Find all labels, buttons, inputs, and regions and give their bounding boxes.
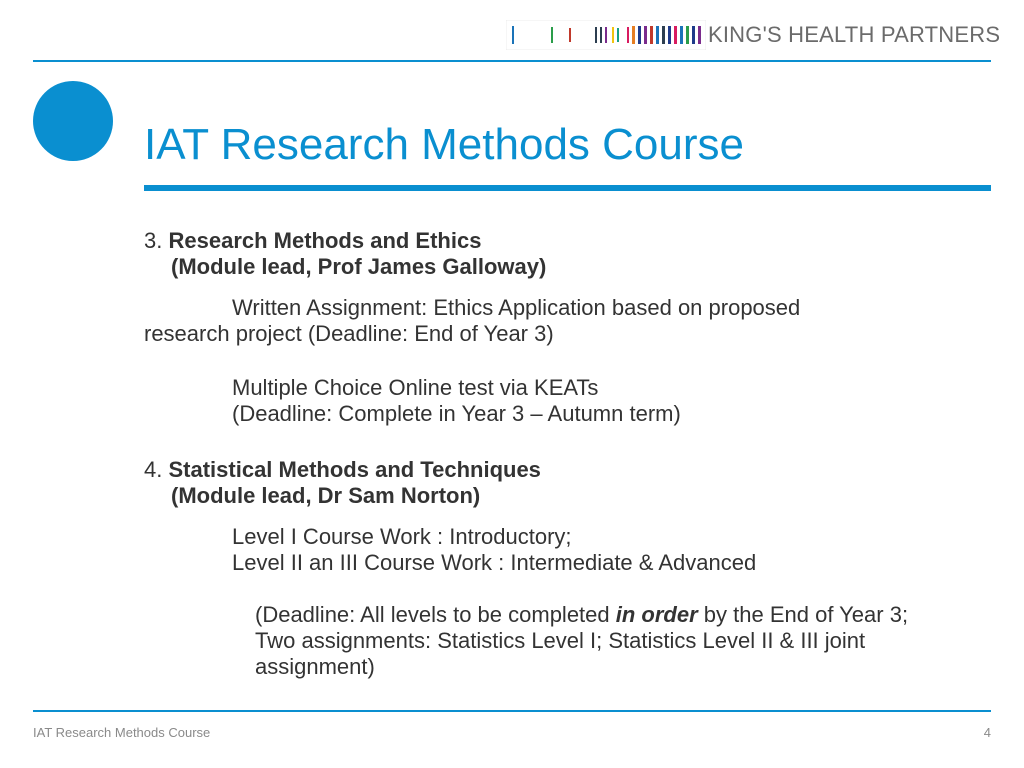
deadline-note-text: (Deadline: All levels to be completed	[255, 602, 616, 627]
module-number: 3.	[144, 228, 163, 253]
module-name: Research Methods and Ethics	[168, 228, 482, 253]
deadline-note-text: by the End of Year 3;	[697, 602, 909, 627]
module-heading	[144, 228, 984, 254]
deadline-note-line: Two assignments: Statistics Level I; Statistics Level II & III joint	[255, 628, 866, 653]
module-4	[144, 457, 984, 680]
assignment-first-line: Multiple Choice Online test via KEATs	[232, 375, 599, 400]
footer-course-title: IAT Research Methods Course	[33, 725, 211, 740]
module-number: 4.	[144, 457, 163, 482]
title-accent-circle	[33, 81, 113, 161]
module-lead: (Module lead, Prof James Galloway)	[171, 254, 547, 279]
module-3	[144, 228, 984, 427]
assignment-first-line: Written Assignment: Ethics Application based on proposed	[232, 295, 801, 320]
coursework-list	[144, 524, 984, 576]
assignment-rest: (Deadline: Complete in Year 3 – Autumn term)	[232, 401, 681, 426]
assignment-item	[144, 295, 984, 347]
deadline-note	[144, 602, 984, 680]
footer-divider	[33, 710, 991, 712]
assignment-item	[144, 375, 984, 427]
assignment-rest: research project (Deadline: End of Year 3)	[144, 321, 554, 346]
title-underline	[144, 185, 991, 191]
kings-health-partners-logo-bars	[506, 20, 706, 50]
slide-content	[144, 228, 984, 680]
slide-title: IAT Research Methods Course	[144, 120, 744, 169]
coursework-item: Level I Course Work : Introductory;	[232, 524, 572, 549]
module-name: Statistical Methods and Techniques	[168, 457, 541, 482]
module-lead: (Module lead, Dr Sam Norton)	[171, 483, 481, 508]
deadline-note-emphasis: in order	[615, 602, 698, 627]
deadline-note-line: assignment)	[255, 654, 375, 679]
page-number: 4	[983, 725, 991, 740]
header-divider	[33, 60, 991, 62]
kings-health-partners-logo-text: KING'S HEALTH PARTNERS	[708, 22, 1001, 47]
module-heading	[144, 457, 984, 483]
coursework-item: Level II an III Course Work : Intermediate & Advanced	[232, 550, 757, 575]
